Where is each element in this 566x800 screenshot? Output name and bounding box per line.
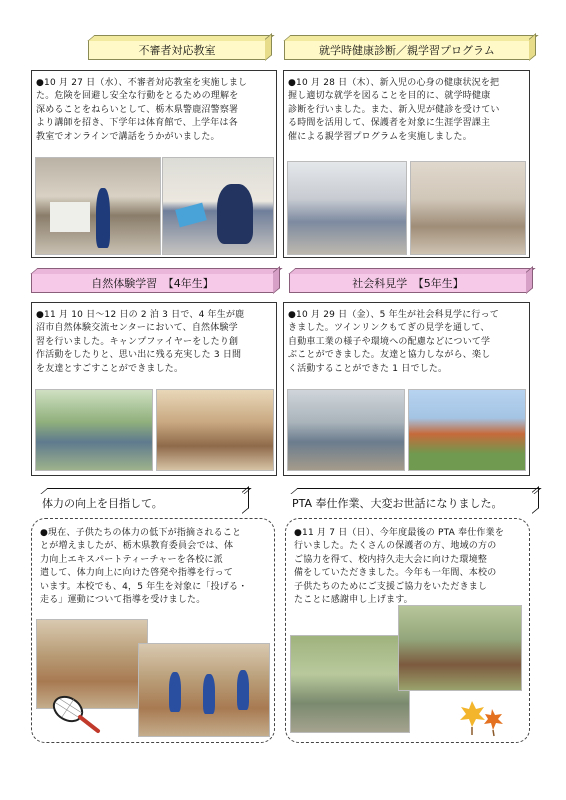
section-title-s2: 就学時健康診断／親学習プログラム bbox=[284, 40, 530, 60]
section-text-s3 bbox=[36, 309, 276, 376]
photo-health-check bbox=[287, 161, 407, 255]
photo-online-lecture bbox=[162, 157, 274, 255]
autumn-leaves-icon bbox=[458, 695, 508, 737]
text-line: 沼市自然体験交流センターにおいて、自然体験学 bbox=[36, 323, 238, 334]
section-title-s5: 体力の向上を目指して。 bbox=[42, 494, 242, 514]
text-line: 作活動をしたりと、思い出に残る充実した 3 日間 bbox=[36, 350, 242, 361]
section-box-s1 bbox=[31, 70, 277, 258]
section-box-s5 bbox=[31, 518, 275, 743]
section-box-s6 bbox=[285, 518, 530, 743]
text-line: 備をしていただきました。今年も一年間、本校の bbox=[294, 568, 497, 579]
photo-lecture-gym bbox=[35, 157, 161, 255]
text-line: ●11 月 10 日～12 日の 2 泊 3 日で、4 年生が鹿 bbox=[36, 310, 245, 320]
text-line: 診断を行いました。また、新入児が健診を受けてい bbox=[288, 104, 500, 115]
text-line: を友達とすごすことができました。 bbox=[36, 363, 184, 374]
photo-factory-tour bbox=[287, 389, 405, 471]
photo-parent-program bbox=[410, 161, 526, 255]
section-title-s3: 自然体験学習 【4年生】 bbox=[31, 273, 274, 293]
text-line: きました。ツインリンクもてぎの見学を通して、 bbox=[288, 323, 490, 334]
section-title-s1: 不審者対応教室 bbox=[88, 40, 266, 60]
text-line: ●現在、子供たちの体力の低下が指摘されること bbox=[40, 528, 242, 538]
text-line: ぶことができました。友達と協力しながら、楽し bbox=[288, 350, 491, 361]
text-line: ●10 月 28 日（木）、新入児の心身の健康状況を把 bbox=[288, 78, 500, 88]
photo-nature-camp bbox=[35, 389, 153, 471]
text-line: ご協力を得て、校内持久走大会に向けた環境整 bbox=[294, 554, 488, 565]
text-line: ●10 月 29 日（金）、5 年生が社会科見学に行って bbox=[288, 310, 500, 320]
text-line: 催による親学習プログラムを実施しました。 bbox=[288, 131, 472, 142]
text-line: る時間を活用して、保護者を対象に生涯学習課主 bbox=[288, 118, 491, 129]
section-box-s2 bbox=[283, 70, 530, 258]
section-text-s1 bbox=[36, 77, 276, 144]
text-line: たことに感謝申し上げます。 bbox=[294, 595, 413, 606]
photo-craft-activity bbox=[156, 389, 274, 471]
section-text-s6 bbox=[294, 527, 528, 607]
text-line: ●11 月 7 日（日）、今年度最後の PTA 奉仕作業を bbox=[294, 528, 505, 538]
section-text-s5 bbox=[40, 527, 272, 607]
section-title-s4: 社会科見学 【5年生】 bbox=[289, 273, 527, 293]
section-text-s4 bbox=[288, 309, 528, 376]
photo-group-outdoor bbox=[408, 389, 526, 471]
text-line: 遣して、体力向上に向けた啓発や指導を行って bbox=[40, 568, 234, 579]
text-line: 教室でオンラインで講話をうかがいました。 bbox=[36, 131, 220, 142]
photo-running-practice bbox=[138, 643, 270, 737]
text-line: 深めることをねらいとして、栃木県警鹿沼警察署 bbox=[36, 104, 239, 115]
photo-road-cleanup bbox=[290, 635, 410, 733]
section-text-s2 bbox=[288, 77, 528, 144]
text-line: 子供たちのためにご支援ご協力をいただきまし bbox=[294, 581, 488, 592]
tennis-racket-icon bbox=[48, 691, 106, 737]
text-line: 力向上エキスパートティーチャーを各校に派 bbox=[40, 554, 223, 565]
text-line: より講師を招き、下学年は体育館で、上学年は各 bbox=[36, 118, 238, 129]
text-line: ●10 月 27 日（水）、不審者対応教室を実施しまし bbox=[36, 78, 248, 88]
text-line: います。本校でも、4，5 年生を対象に「投げる・ bbox=[40, 581, 248, 592]
photo-leaf-raking bbox=[398, 605, 522, 691]
section-title-s6: PTA 奉仕作業、大変お世話になりました。 bbox=[292, 494, 532, 514]
section-box-s4 bbox=[283, 302, 530, 476]
text-line: 自動車工業の様子や環境への配慮などについて学 bbox=[288, 336, 491, 347]
text-line: 走る」運動について指導を受けました。 bbox=[40, 595, 206, 606]
text-line: 習を行いました。キャンプファイヤーをしたり創 bbox=[36, 336, 239, 347]
text-line: 行いました。たくさんの保護者の方、地域の方の bbox=[294, 541, 497, 552]
text-line: く活動することができた 1 日でした。 bbox=[288, 363, 448, 374]
section-box-s3 bbox=[31, 302, 277, 476]
text-line: とが増えましたが、栃木県教育委員会では、体 bbox=[40, 541, 234, 552]
text-line: 握し適切な就学を図ることを目的に、就学時健康 bbox=[288, 91, 491, 102]
text-line: た。危険を回避し安全な行動をとるための理解を bbox=[36, 91, 239, 102]
